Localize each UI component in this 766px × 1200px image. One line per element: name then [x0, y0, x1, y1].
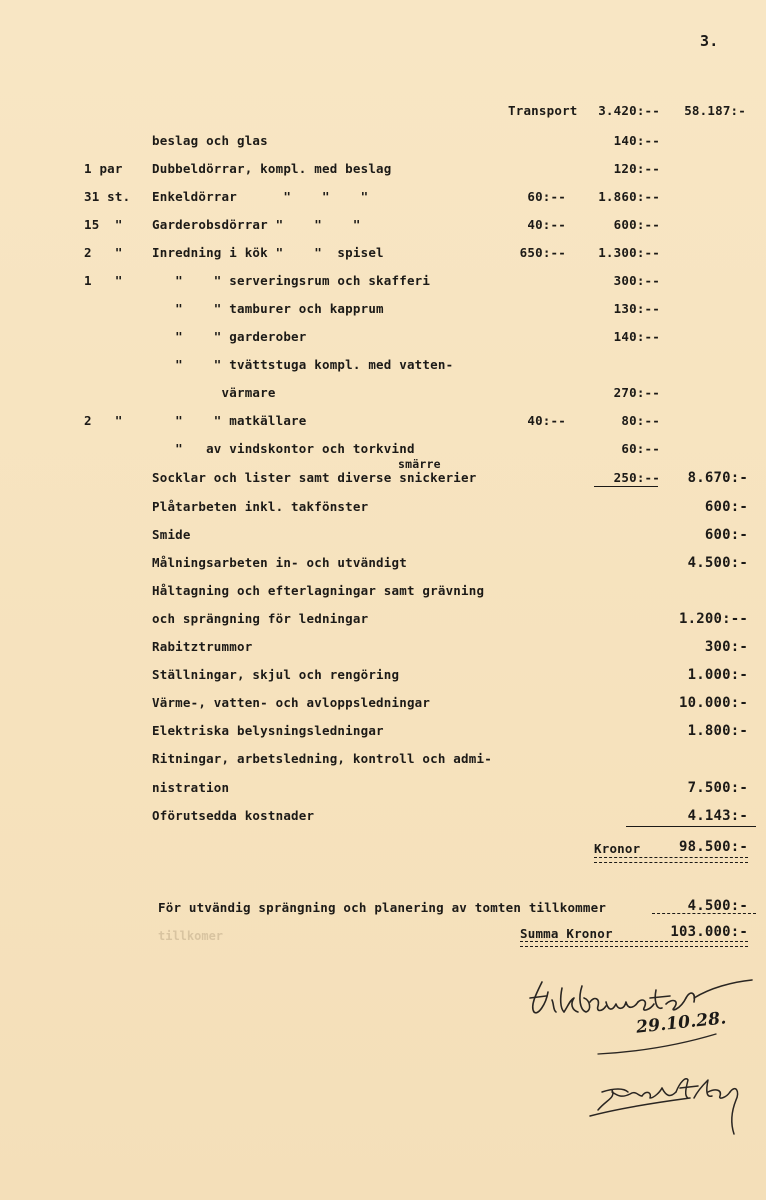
row-quantity: 1 par	[84, 161, 123, 176]
row-description: nistration	[152, 780, 230, 795]
row-subtotal: 80:--	[621, 413, 660, 428]
subtotal-underline	[594, 486, 658, 487]
kronor-double-rule	[594, 857, 748, 863]
row-total: 7.500:-	[687, 780, 748, 796]
extra-text: För utvändig sprängning och planering av tomten tillkommer	[158, 900, 607, 915]
row-description: Plåtarbeten inkl. takfönster	[152, 499, 369, 514]
row-description: Ritningar, arbetsledning, kontroll och admi-	[152, 751, 492, 766]
signature-handwritten-second	[590, 1062, 760, 1142]
row-description: Dubbeldörrar, kompl. med beslag	[152, 161, 392, 176]
row-description: Värme-, vatten- och avloppsledningar	[152, 695, 431, 710]
row-subtotal: 60:--	[621, 441, 660, 456]
row-quantity: 31 st.	[84, 189, 131, 204]
row-description: Elektriska belysningsledningar	[152, 723, 384, 738]
row-subtotal: 140:--	[613, 133, 660, 148]
row-subtotal: 120:--	[613, 161, 660, 176]
faded-text: tillkomer	[158, 929, 224, 943]
row-unit-price: 60:--	[527, 189, 566, 204]
row-unit-price: 40:--	[527, 217, 566, 232]
transport-total: 58.187:-	[684, 103, 746, 118]
row-description: " " serveringsrum och skafferi	[152, 273, 431, 288]
kronor-value: 98.500:-	[678, 839, 748, 855]
row-description: Håltagning och efterlagningar samt grävning	[152, 583, 485, 598]
row-description: Målningsarbeten in- och utvändigt	[152, 555, 407, 570]
row-total: 600:-	[704, 527, 748, 543]
row-subtotal: 140:--	[613, 329, 660, 344]
row-description: Socklar och lister samt diverse snickerier	[152, 470, 477, 485]
row-description: beslag och glas	[152, 133, 268, 148]
row-description: värmare	[152, 385, 276, 400]
row-quantity: 15 "	[84, 217, 123, 232]
row-subtotal: 1.860:--	[598, 189, 660, 204]
row-total: 600:-	[704, 499, 748, 515]
row-total: 300:-	[704, 639, 748, 655]
row-total: 8.670:-	[687, 470, 748, 486]
row-total: 4.500:-	[687, 555, 748, 571]
summa-value: 103.000:-	[670, 924, 748, 940]
row-quantity: 2 "	[84, 413, 123, 428]
row-total: 4.143:-	[687, 808, 748, 824]
row-quantity: 2 "	[84, 245, 123, 260]
row-total: 1.000:-	[687, 667, 748, 683]
row-total: 1.800:-	[687, 723, 748, 739]
row-subtotal: 300:--	[613, 273, 660, 288]
signature-flourish	[596, 1030, 726, 1060]
row-description: " av vindskontor och torkvind	[152, 441, 415, 456]
row-description: " " tamburer och kapprum	[152, 301, 384, 316]
total-rule	[626, 826, 756, 827]
row-description: Ställningar, skjul och rengöring	[152, 667, 400, 682]
summa-double-rule	[520, 941, 748, 947]
row-description: " " tvättstuga kompl. med vatten-	[152, 357, 454, 372]
extra-value: 4.500:-	[687, 898, 748, 914]
page-number: 3.	[700, 32, 719, 50]
row-subtotal: 130:--	[613, 301, 660, 316]
row-unit-price: 40:--	[527, 413, 566, 428]
row-total: 1.200:--	[678, 611, 748, 627]
row-description: Inredning i kök " " spisel	[152, 245, 384, 260]
row-description: Smide	[152, 527, 191, 542]
summa-label: Summa Kronor	[520, 926, 613, 941]
row-description: Garderobsdörrar " " "	[152, 217, 361, 232]
transport-label: Transport	[508, 103, 578, 118]
transport-subtotal: 3.420:--	[598, 103, 660, 118]
row-unit-price: 650:--	[519, 245, 566, 260]
row-subtotal: 270:--	[613, 385, 660, 400]
signature-date: 29.10.28.	[635, 1008, 728, 1038]
kronor-label: Kronor	[594, 841, 641, 856]
row-subtotal: 250:--	[613, 470, 660, 485]
row-description: " " garderober	[152, 329, 307, 344]
extra-underline	[652, 913, 756, 914]
row-total: 10.000:-	[678, 695, 748, 711]
row-description: och sprängning för ledningar	[152, 611, 369, 626]
row-subtotal: 600:--	[613, 217, 660, 232]
row-description: Rabitztrummor	[152, 639, 253, 654]
margin-note-smarre: smärre	[398, 457, 441, 471]
row-description: Enkeldörrar " " "	[152, 189, 369, 204]
row-quantity: 1 "	[84, 273, 123, 288]
row-description: " " matkällare	[152, 413, 307, 428]
row-description: Oförutsedda kostnader	[152, 808, 315, 823]
row-subtotal: 1.300:--	[598, 245, 660, 260]
